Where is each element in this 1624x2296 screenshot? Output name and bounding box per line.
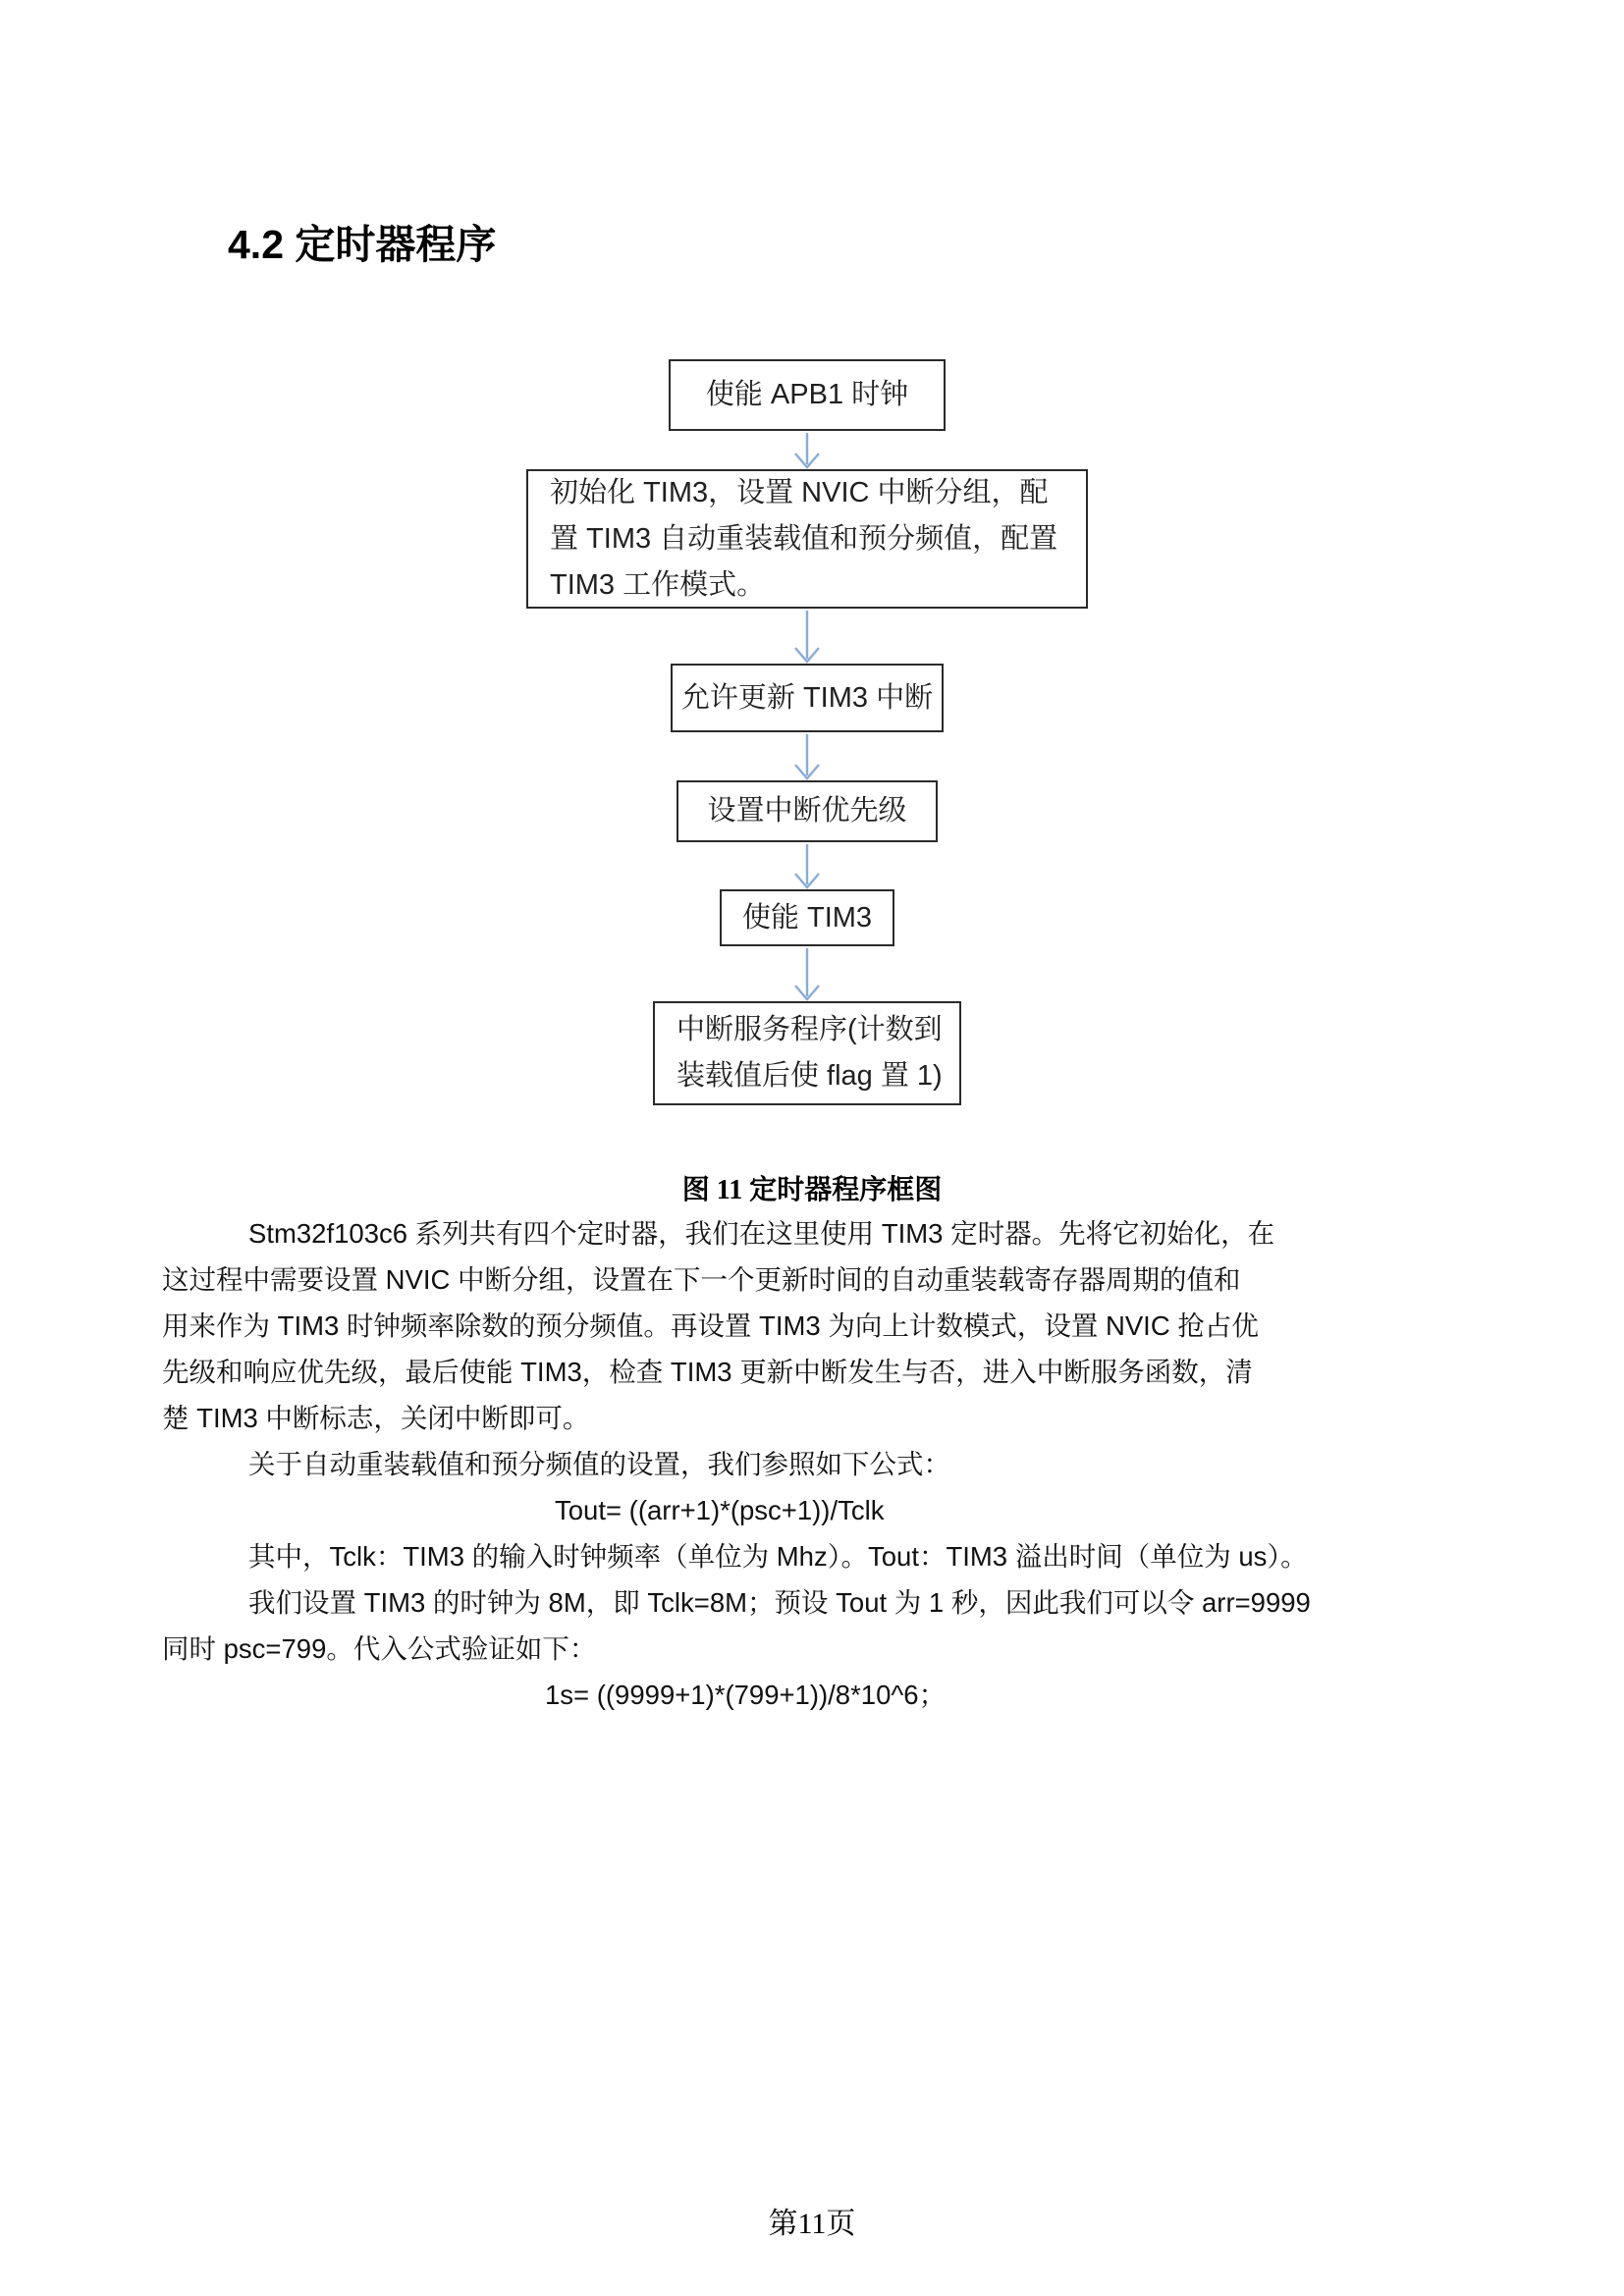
formula-verify: 1s= ((9999+1)*(799+1))/8*10^6；	[545, 1680, 947, 1710]
flow-step-label: 使能 TIM3	[741, 901, 873, 934]
flow-arrow-down	[790, 611, 824, 664]
paragraph-line: 这过程中需要设置 NVIC 中断分组，设置在下一个更新时间的自动重装载寄存器周期的值和	[162, 1264, 1241, 1295]
paragraph-line: 关于自动重装载值和预分频值的设置，我们参照如下公式：	[248, 1449, 950, 1479]
flow-step-label-line: 置 TIM3 自动重装载值和预分频值，配置	[550, 522, 1058, 555]
flow-step-label: 使能 APB1 时钟	[705, 379, 909, 410]
body-text	[162, 1210, 1474, 1718]
flow-step-label: 允许更新 TIM3 中断	[680, 681, 934, 714]
paragraph-line: 先级和响应优先级，最后使能 TIM3，检查 TIM3 更新中断发生与否，进入中断服务函数，清	[162, 1357, 1253, 1387]
flow-step-label-line: 中断服务程序(计数到	[677, 1014, 943, 1045]
flow-arrow-down	[790, 844, 824, 889]
paragraph-line: 同时 psc=799。代入公式验证如下：	[162, 1633, 597, 1664]
flow-step-enable-tim3	[720, 889, 894, 946]
section-heading: 4.2 定时器程序	[228, 222, 497, 267]
flow-arrow-down	[790, 734, 824, 780]
flow-step-label: 设置中断优先级	[707, 795, 907, 827]
flow-step-label-line: 初始化 TIM3，设置 NVIC 中断分组，配	[550, 476, 1049, 508]
formula-tout: Tout= ((arr+1)*(psc+1))/Tclk	[555, 1495, 885, 1525]
paragraph-line: 其中，Tclk：TIM3 的输入时钟频率（单位为 Mhz）。Tout：TIM3 溢出时间（单位为 us）。	[248, 1541, 1308, 1572]
paragraph-line: 我们设置 TIM3 的时钟为 8M，即 Tclk=8M；预设 Tout 为 1 秒，因此我们可以令 arr=9999	[248, 1587, 1311, 1618]
page-number: 第11页	[768, 2208, 856, 2240]
figure-caption: 图 11 定时器程序框图	[681, 1175, 943, 1205]
paragraph-line: 楚 TIM3 中断标志，关闭中断即可。	[162, 1403, 590, 1433]
flow-step-init-tim3	[526, 469, 1088, 609]
flow-step-enable-apb1-clock	[669, 359, 946, 431]
flow-arrow-down	[790, 433, 824, 469]
paragraph-line: Stm32f103c6 系列共有四个定时器，我们在这里使用 TIM3 定时器。先将它初始化，在	[248, 1218, 1275, 1249]
flow-step-allow-update-interrupt	[671, 664, 944, 732]
flow-step-interrupt-service-routine	[653, 1001, 961, 1105]
paragraph-line: 用来作为 TIM3 时钟频率除数的预分频值。再设置 TIM3 为向上计数模式，设置 NVIC 抢占优	[162, 1310, 1259, 1341]
flow-arrow-down	[790, 948, 824, 1001]
flow-step-set-interrupt-priority	[677, 780, 938, 842]
flow-step-label-line: TIM3 工作模式。	[550, 568, 766, 601]
flow-step-label-line: 装载值后使 flag 置 1)	[677, 1060, 943, 1092]
